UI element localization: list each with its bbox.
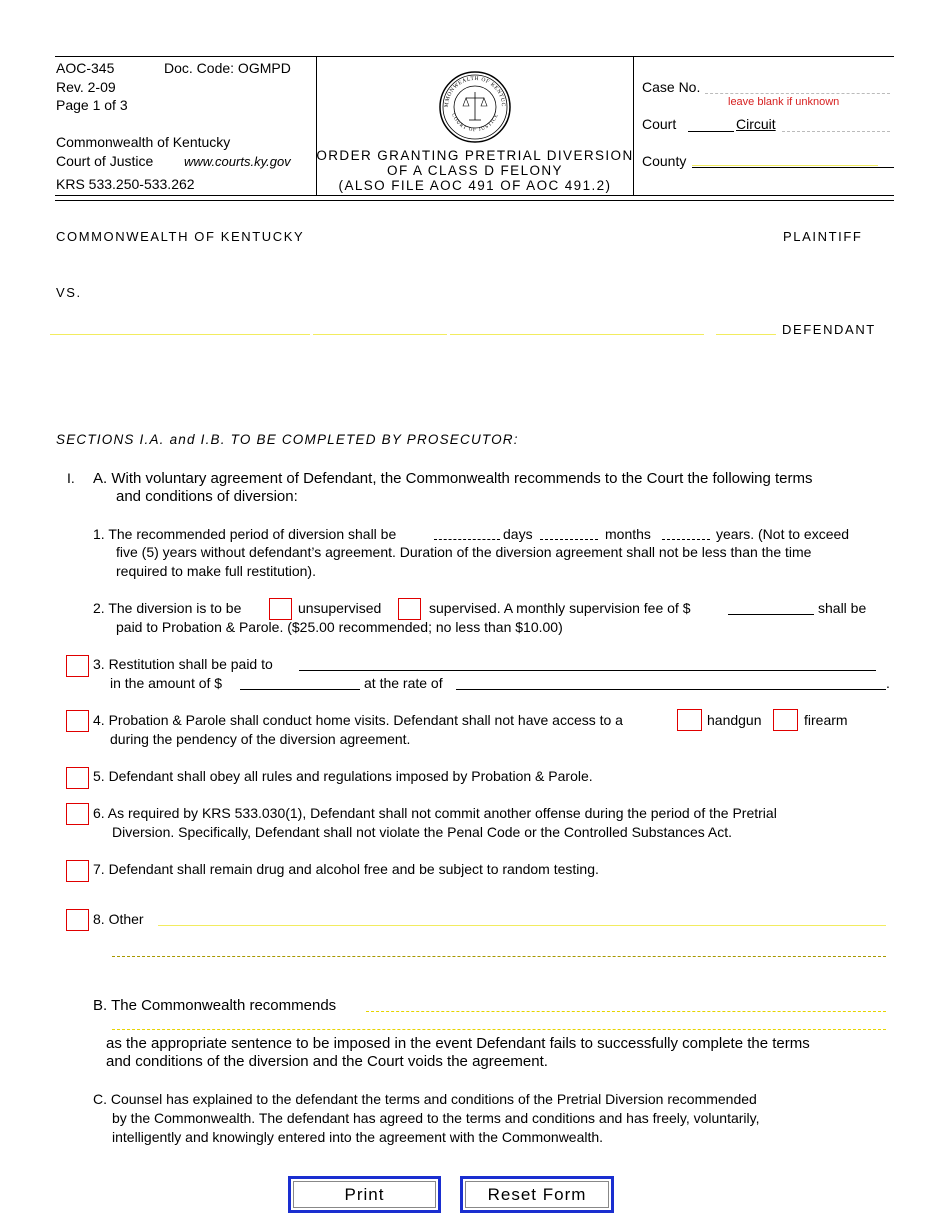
section-b-label: B. The Commonwealth recommends xyxy=(93,997,337,1014)
restitution-payee-field[interactable] xyxy=(299,670,876,671)
seal-icon xyxy=(436,70,514,144)
court-field-extra xyxy=(782,131,890,132)
item1-line2: five (5) years without defendant’s agreement. Duration of the diversion agreement shall not be less than the time xyxy=(116,544,812,560)
section-c-line1: C. Counsel has explained to the defendant the terms and conditions of the Pretrial Diversion recommended xyxy=(93,1091,757,1107)
item1-text: 1. The recommended period of diversion shall be xyxy=(93,526,397,542)
item6-line2: Diversion. Specifically, Defendant shall not violate the Penal Code or the Controlled Substances Act. xyxy=(112,824,732,840)
item1-line3: required to make full restitution). xyxy=(116,563,316,579)
defendant-name-field-2[interactable] xyxy=(313,334,447,335)
sentence-field-line2[interactable] xyxy=(112,1029,886,1030)
unsupervised-checkbox[interactable] xyxy=(269,598,292,620)
county-field[interactable] xyxy=(692,167,894,168)
restitution-amount-field[interactable] xyxy=(240,689,360,690)
seal-top-text: MMONWEALTH OF KENTUC xyxy=(443,75,507,108)
county-field-highlight xyxy=(692,165,878,166)
print-button-label: Print xyxy=(293,1181,436,1208)
restitution-rate-field[interactable] xyxy=(456,689,886,690)
section-b-line3: and conditions of the diversion and the Court voids the agreement. xyxy=(106,1053,548,1070)
unsupervised-label: unsupervised xyxy=(298,600,382,616)
title-line-1: ORDER GRANTING PRETRIAL DIVERSION xyxy=(316,148,634,163)
section-b-line2: as the appropriate sentence to be imposed in the event Defendant fails to successfully complete the terms xyxy=(106,1035,810,1052)
county-label: County xyxy=(642,153,687,169)
item7-checkbox[interactable] xyxy=(66,860,89,882)
section-a-line1: A. With voluntary agreement of Defendant, the Commonwealth recommends to the Court the following terms xyxy=(93,470,813,487)
seal-bottom-text: COURT OF JUSTICE xyxy=(450,112,500,134)
item4-checkbox[interactable] xyxy=(66,710,89,732)
item3-checkbox[interactable] xyxy=(66,655,89,677)
item4-line2: during the pendency of the diversion agreement. xyxy=(110,731,411,747)
other-field-line2[interactable] xyxy=(112,956,886,957)
roman-numeral-one: I. xyxy=(67,470,75,486)
item6-line1: 6. As required by KRS 533.030(1), Defendant shall not commit another offense during the period of the Pretrial xyxy=(93,805,777,821)
court-value[interactable]: Circuit xyxy=(736,116,776,132)
court-name: Court of Justice xyxy=(56,153,154,169)
header-bottom-rule xyxy=(55,195,894,196)
item1-years-field[interactable] xyxy=(662,539,710,540)
plaintiff-name: COMMONWEALTH OF KENTUCKY xyxy=(56,229,305,244)
supervised-checkbox[interactable] xyxy=(398,598,421,620)
item6-checkbox[interactable] xyxy=(66,803,89,825)
doc-code: Doc. Code: OGMPD xyxy=(164,60,291,76)
defendant-name-field-1[interactable] xyxy=(50,334,310,335)
item4-text: 4. Probation & Parole shall conduct home visits. Defendant shall not have access to a xyxy=(93,712,623,728)
item3-rate-label: at the rate of xyxy=(364,675,443,691)
section-c-line2: by the Commonwealth. The defendant has agreed to the terms and conditions and has freely, voluntarily, xyxy=(112,1110,760,1126)
case-no-field[interactable] xyxy=(705,93,890,94)
item1-months-field[interactable] xyxy=(540,539,598,540)
case-no-label: Case No. xyxy=(642,79,701,95)
revision: Rev. 2-09 xyxy=(56,79,116,95)
plaintiff-label: PLAINTIFF xyxy=(783,229,863,244)
title-line-2: OF A CLASS D FELONY xyxy=(387,163,563,178)
form-title xyxy=(316,148,634,193)
handgun-checkbox[interactable] xyxy=(677,709,702,731)
form-id: AOC-345 xyxy=(56,60,115,76)
item2-shall-be: shall be xyxy=(818,600,867,616)
item1-years-label: years. (Not to exceed xyxy=(716,526,850,542)
firearm-checkbox[interactable] xyxy=(773,709,798,731)
statute: KRS 533.250-533.262 xyxy=(56,176,195,192)
item3-text: 3. Restitution shall be paid to xyxy=(93,656,273,672)
state-name: Commonwealth of Kentucky xyxy=(56,134,231,150)
reset-form-button[interactable] xyxy=(460,1176,614,1213)
case-no-hint: leave blank if unknown xyxy=(728,96,840,108)
item3-period: . xyxy=(886,675,890,691)
item2-line2: paid to Probation & Parole. ($25.00 recommended; no less than $10.00) xyxy=(116,619,563,635)
other-field-line1[interactable] xyxy=(158,925,886,926)
section-c-line3: intelligently and knowingly entered into the agreement with the Commonwealth. xyxy=(112,1129,604,1145)
court-seal xyxy=(436,70,514,144)
title-line-3: (ALSO FILE AOC 491 OF AOC 491.2) xyxy=(338,178,612,193)
item1-days-field[interactable] xyxy=(434,539,500,540)
vs-label: VS. xyxy=(56,285,82,300)
item1-months-label: months xyxy=(605,526,651,542)
defendant-name-field-4[interactable] xyxy=(716,334,776,335)
handgun-label: handgun xyxy=(707,712,762,728)
defendant-name-field-3[interactable] xyxy=(450,334,704,335)
defendant-label: DEFENDANT xyxy=(782,322,876,337)
sections-heading: SECTIONS I.A. and I.B. TO BE COMPLETED BY PROSECUTOR: xyxy=(56,432,519,447)
sentence-field-line1[interactable] xyxy=(366,1011,886,1012)
header-bottom-rule-2 xyxy=(55,200,894,201)
item3-amount-label: in the amount of $ xyxy=(110,675,223,691)
item7-text: 7. Defendant shall remain drug and alcohol free and be subject to random testing. xyxy=(93,861,599,877)
supervised-label: supervised. A monthly supervision fee of $ xyxy=(429,600,691,616)
header-top-rule xyxy=(55,56,894,57)
item2-text: 2. The diversion is to be xyxy=(93,600,242,616)
item8-checkbox[interactable] xyxy=(66,909,89,931)
court-label: Court xyxy=(642,116,677,132)
supervision-fee-field[interactable] xyxy=(728,614,814,615)
item5-text: 5. Defendant shall obey all rules and regulations imposed by Probation & Parole. xyxy=(93,768,593,784)
firearm-label: firearm xyxy=(804,712,848,728)
section-a-line2: and conditions of diversion: xyxy=(116,488,298,505)
item1-days-label: days xyxy=(503,526,533,542)
page-number: Page 1 of 3 xyxy=(56,97,128,113)
item5-checkbox[interactable] xyxy=(66,767,89,789)
website: www.courts.ky.gov xyxy=(184,154,291,169)
item8-text: 8. Other xyxy=(93,911,144,927)
print-button[interactable] xyxy=(288,1176,441,1213)
court-field-line xyxy=(688,131,734,132)
reset-form-button-label: Reset Form xyxy=(465,1181,609,1208)
